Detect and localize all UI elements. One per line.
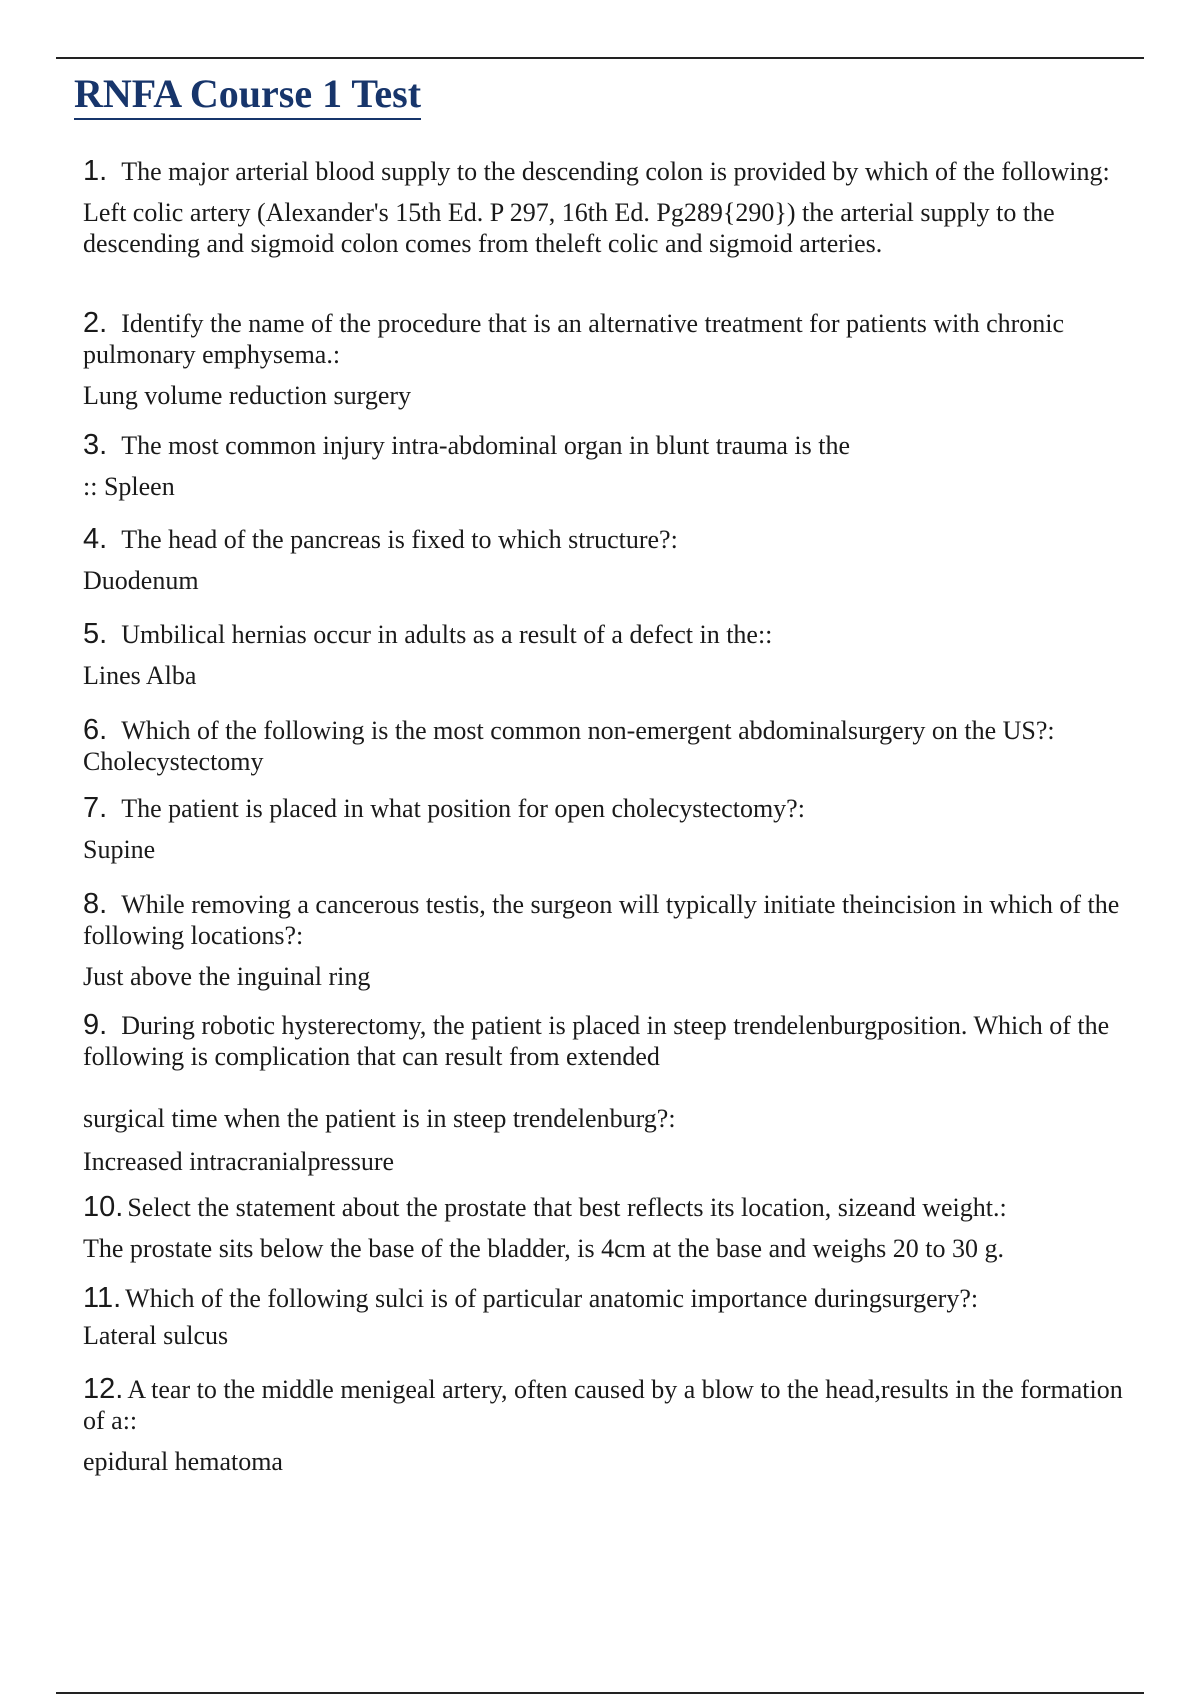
question-number: 8. <box>83 888 108 920</box>
question-text: 11. Which of the following sulci is of particular anatomic importance duringsurgery?: <box>83 1282 979 1314</box>
question-number: 2. <box>83 307 108 339</box>
answer-text: Just above the inguinal ring <box>83 962 371 991</box>
question-text: 3. The most common injury intra-abdominal organ in blunt trauma is the <box>83 429 851 461</box>
question-text: 8. While removing a cancerous testis, the surgeon will typically initiate theincision in which of the following locations?: <box>83 888 1120 950</box>
question-number: 9. <box>83 1009 108 1041</box>
question-number: 6. <box>83 714 108 746</box>
question-text: 5. Umbilical hernias occur in adults as a result of a defect in the:: <box>83 618 773 650</box>
question-item-4 <box>83 524 1145 596</box>
question-number: 7. <box>83 792 108 824</box>
question-number: 5. <box>83 618 108 650</box>
question-text: 1. The major arterial blood supply to the descending colon is provided by which of the following: <box>83 155 1110 187</box>
answer-text: Supine <box>83 835 156 864</box>
answer-text: Left colic artery (Alexander's 15th Ed. P 297, 16th Ed. Pg289{290}) the arterial supply to the descending and sigmoid colon comes from theleft colic and sigmoid arteries. <box>83 198 1055 258</box>
question-text: 4. The head of the pancreas is fixed to which structure?: <box>83 523 678 555</box>
page-title: RNFA Course 1 Test <box>74 70 421 120</box>
question-text: 10. Select the statement about the prostate that best reflects its location, sizeand weight.: <box>83 1191 1007 1223</box>
answer-text: Lateral sulcus <box>83 1321 229 1350</box>
question-number: 10. <box>83 1191 124 1223</box>
question-item-10 <box>83 1192 1145 1264</box>
question-text: 7. The patient is placed in what position for open cholecystectomy?: <box>83 792 805 824</box>
top-rule <box>56 57 1144 59</box>
answer-text: Lines Alba <box>83 661 197 690</box>
answer-text: epidural hematoma <box>83 1447 283 1476</box>
answer-text: Increased intracranialpressure <box>83 1147 395 1176</box>
answer-text: :: Spleen <box>83 472 175 501</box>
question-item-2 <box>83 308 1145 411</box>
question-text-continued: surgical time when the patient is in steep trendelenburg?: <box>83 1104 676 1133</box>
question-text: 12. A tear to the middle menigeal artery, often caused by a blow to the head,results in the formation of a:: <box>83 1373 1123 1435</box>
question-item-5 <box>83 619 1145 691</box>
question-text: 9. During robotic hysterectomy, the patient is placed in steep trendelenburgposition. Which of the following is complication that can result from extended <box>83 1009 1110 1071</box>
answer-text: The prostate sits below the base of the bladder, is 4cm at the base and weighs 20 to 30 g. <box>83 1234 1005 1263</box>
question-text: 2. Identify the name of the procedure that is an alternative treatment for patients with chronic pulmonary emphysema.: <box>83 307 1065 369</box>
question-item-6 <box>83 715 1145 777</box>
question-number: 12. <box>83 1373 124 1405</box>
question-item-7 <box>83 793 1145 865</box>
question-item-9 <box>83 1010 1145 1072</box>
question-number: 1. <box>83 155 108 187</box>
question-number: 4. <box>83 523 108 555</box>
answer-text: Duodenum <box>83 566 199 595</box>
bottom-rule <box>56 1692 1144 1694</box>
question-number: 11. <box>83 1282 122 1314</box>
answer-text: Lung volume reduction surgery <box>83 381 412 410</box>
answer-text: Cholecystectomy <box>83 747 264 776</box>
question-item-11 <box>83 1283 1145 1351</box>
question-item-8 <box>83 889 1145 992</box>
question-number: 3. <box>83 429 108 461</box>
question-item-1 <box>83 156 1145 259</box>
question-item-3 <box>83 430 1145 502</box>
question-text: 6. Which of the following is the most common non-emergent abdominalsurgery on the US?: <box>83 714 1055 746</box>
question-item-12 <box>83 1374 1145 1477</box>
